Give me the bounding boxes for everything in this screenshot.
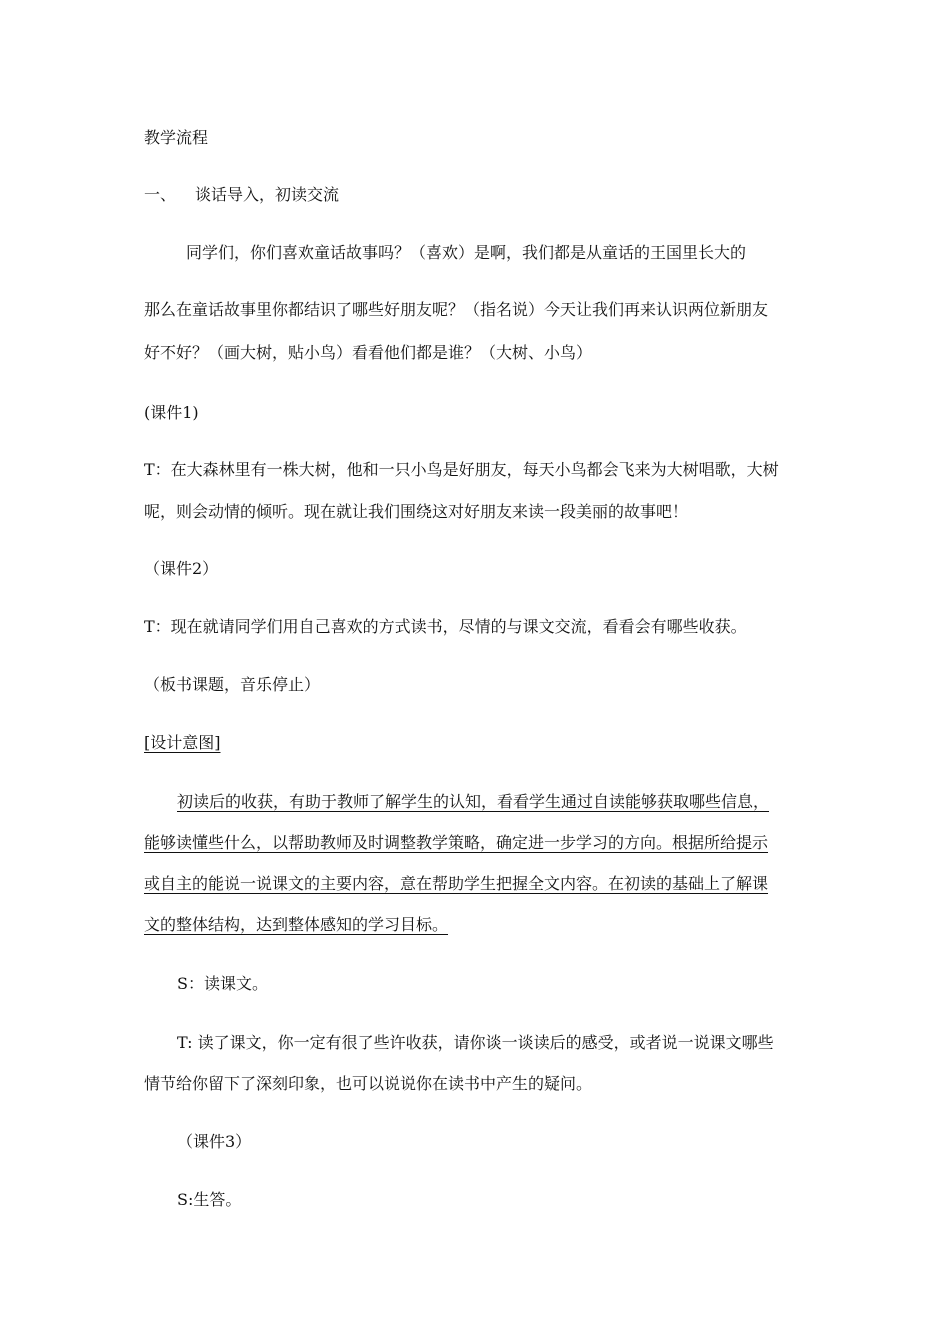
design-intent-line: 能够读懂些什么，以帮助教师及时调整教学策略，确定进一步学习的方向。根据所给提示 bbox=[144, 833, 769, 852]
section-heading: 谈话导入，初读交流 bbox=[195, 185, 340, 204]
design-intent-heading: [设计意图] bbox=[144, 733, 221, 752]
section-number: 一、 bbox=[144, 185, 177, 204]
design-intent-line: 或自主的能说一说课文的主要内容，意在帮助学生把握全文内容。在初读的基础上了解课 bbox=[144, 874, 769, 893]
paragraph-line: T: 读了课文，你一定有很了些许收获，请你谈一谈读后的感受，或者说一说课文哪些 bbox=[177, 1033, 774, 1052]
paragraph-line: 好不好？（画大树，贴小鸟）看看他们都是谁？（大树、小鸟） bbox=[144, 343, 593, 362]
student-line: S：读课文。 bbox=[177, 974, 268, 993]
courseware-note: (课件1) bbox=[144, 403, 199, 422]
courseware-note: （课件2） bbox=[144, 559, 219, 578]
student-line: S:生答。 bbox=[177, 1190, 242, 1209]
doc-title: 教学流程 bbox=[144, 128, 209, 147]
design-intent-line: 初读后的收获，有助于教师了解学生的认知，看看学生通过自读能够获取哪些信息， bbox=[177, 792, 770, 811]
paragraph-line: 同学们，你们喜欢童话故事吗？（喜欢）是啊，我们都是从童话的王国里长大的 bbox=[186, 243, 747, 262]
design-intent-line: 文的整体结构，达到整体感知的学习目标。 bbox=[144, 915, 449, 934]
paragraph-line: T：在大森林里有一株大树，他和一只小鸟是好朋友，每天小鸟都会飞来为大树唱歌，大树 bbox=[144, 460, 779, 479]
paragraph-line: T：现在就请同学们用自己喜欢的方式读书，尽情的与课文交流，看看会有哪些收获。 bbox=[144, 617, 747, 636]
paragraph-line: 那么在童话故事里你都结识了哪些好朋友呢？（指名说）今天让我们再来认识两位新朋友 bbox=[144, 300, 769, 319]
paragraph-line: 情节给你留下了深刻印象，也可以说说你在读书中产生的疑问。 bbox=[144, 1074, 593, 1093]
courseware-note: （课件3） bbox=[177, 1132, 252, 1151]
paragraph-line: 呢，则会动情的倾听。现在就让我们围绕这对好朋友来读一段美丽的故事吧！ bbox=[144, 502, 689, 521]
board-note: （板书课题，音乐停止） bbox=[144, 675, 321, 694]
